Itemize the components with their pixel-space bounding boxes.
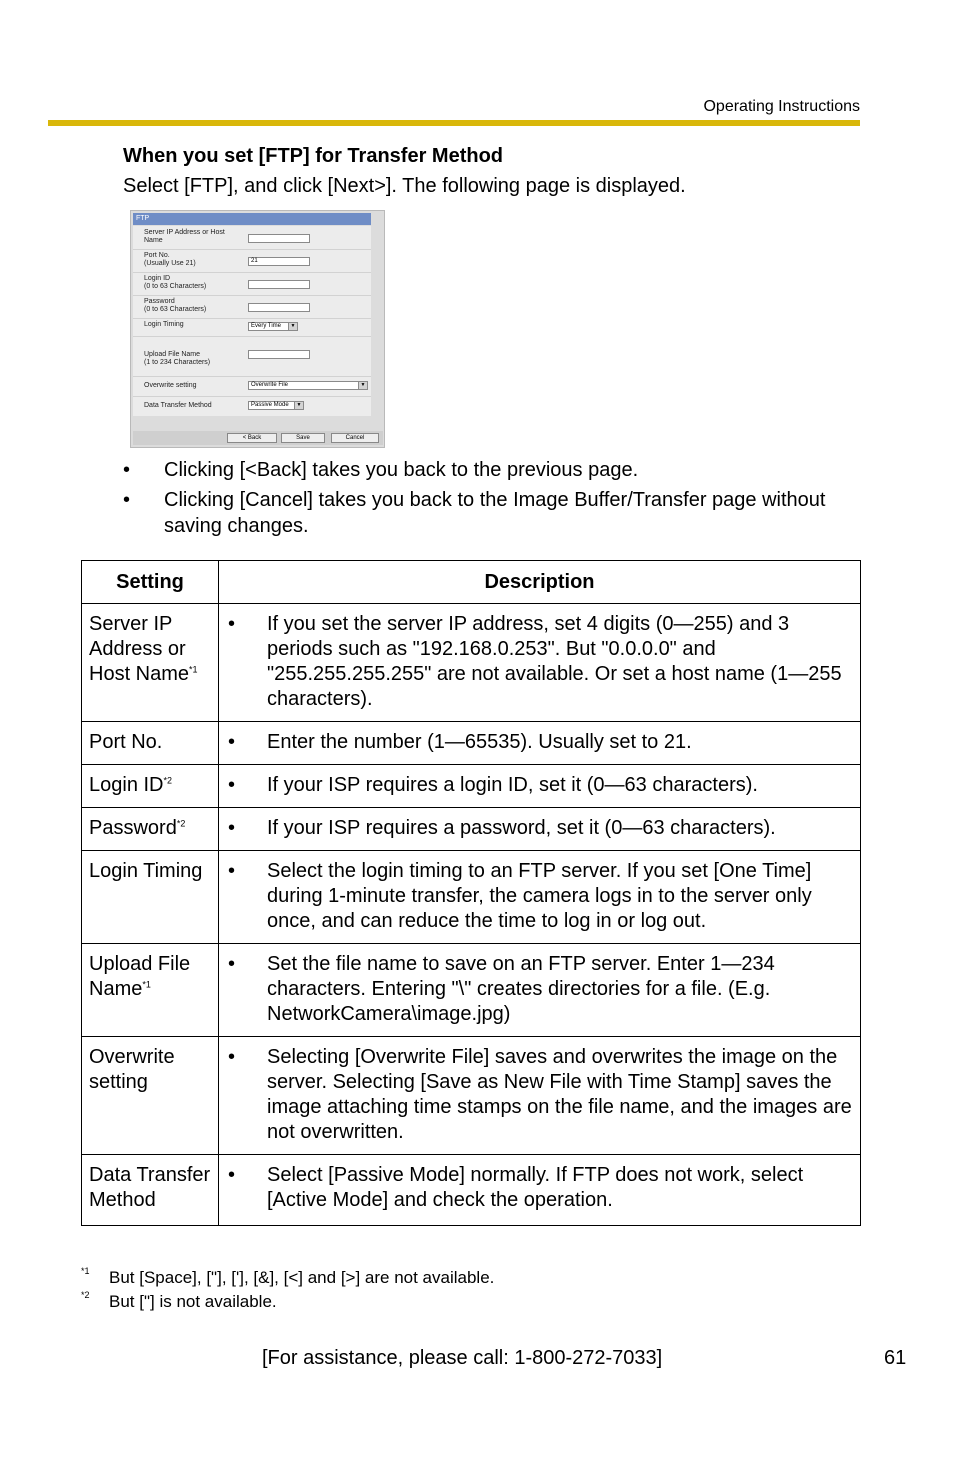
assistance-line: [For assistance, please call: 1-800-272-7033] (262, 1347, 663, 1369)
server-input[interactable] (248, 234, 310, 243)
column-header-setting: Setting (82, 561, 219, 604)
notes-list (123, 457, 863, 543)
ftp-form (133, 226, 371, 416)
ftp-row-login-id (133, 272, 371, 296)
table-row (82, 604, 861, 722)
table-row (82, 944, 861, 1037)
ftp-row-port (133, 249, 371, 273)
ftp-label: Server IP Address or Host Name (144, 229, 225, 244)
table-row (82, 851, 861, 944)
table-row (82, 808, 861, 851)
ftp-row-login-timing (133, 318, 371, 337)
cancel-button[interactable]: Cancel (331, 433, 379, 443)
bullet-icon: • (228, 817, 236, 839)
list-item: • Clicking [Cancel] takes you back to the Image Buffer/Transfer page without saving changes. (123, 489, 826, 537)
bullet-icon: • (228, 774, 236, 796)
description-cell: • Enter the number (1—65535). Usually set to 21. (219, 722, 861, 765)
settings-table (81, 560, 861, 1226)
footnote-ref: *2 (176, 818, 186, 829)
section-title: When you set [FTP] for Transfer Method (123, 145, 504, 167)
bullet-icon: • (228, 953, 236, 975)
ftp-row-password (133, 295, 371, 319)
ftp-row-overwrite (133, 376, 371, 397)
header-rule (48, 120, 860, 126)
bullet-icon: • (228, 1164, 236, 1186)
footnote-ref: *2 (163, 775, 173, 786)
bullet-icon: • (228, 731, 236, 753)
ftp-label: Data Transfer Method (144, 402, 212, 409)
table-row (82, 1037, 861, 1155)
bullet-icon: • (228, 613, 236, 635)
list-item: • Clicking [<Back] takes you back to the previous page. (123, 459, 639, 481)
setting-cell: Overwrite setting (82, 1037, 219, 1155)
password-input[interactable] (248, 303, 310, 312)
back-button[interactable]: < Back (227, 433, 277, 443)
table-row (82, 1155, 861, 1226)
table-row (82, 765, 861, 808)
setting-cell: Login Timing (82, 851, 219, 944)
ftp-row-upload-file (133, 336, 371, 377)
table-row (82, 722, 861, 765)
chevron-down-icon: ▼ (358, 382, 367, 389)
ftp-settings-screenshot (130, 210, 385, 448)
setting-cell: Port No. (82, 722, 219, 765)
setting-cell: Data Transfer Method (82, 1155, 219, 1226)
footnote-ref: *1 (142, 979, 151, 990)
bullet-icon: • (228, 860, 236, 882)
description-cell: • Selecting [Overwrite File] saves and overwrites the image on the server. Selecting [Save as New File with Time Stamp] saves the image attaching time stamps on the file name, and the images are not overwritten. (219, 1037, 861, 1155)
setting-cell: Server IP Address or Host Name$^{*1}$ (82, 604, 219, 722)
bullet-icon: • (228, 1046, 236, 1068)
footnote-mark: *1 (81, 1266, 90, 1276)
save-button[interactable]: Save (281, 433, 325, 443)
upload-file-input[interactable] (248, 350, 310, 359)
setting-cell: Login ID$^{*2}$ (82, 765, 219, 808)
setting-cell: Password$^{*2}$ (82, 808, 219, 851)
port-input[interactable]: 21 (248, 257, 310, 266)
bullet-icon: • (123, 459, 131, 481)
description-cell: • Set the file name to save on an FTP server. Enter 1—234 characters. Entering "\" creates directories for a file. (E.g. NetworkCamera\image.jpg) (219, 944, 861, 1037)
section-intro: Select [FTP], and click [Next>]. The following page is displayed. (123, 175, 686, 197)
footnote-text: But [Space], ["], ['], [&], [<] and [>] are not available. (109, 1268, 495, 1287)
ftp-label: Login Timing (144, 321, 184, 328)
table-header-row (82, 561, 861, 604)
ftp-label: Password (0 to 63 Characters) (144, 298, 207, 313)
bullet-icon: • (123, 489, 131, 511)
ftp-label: Port No. (Usually Use 21) (144, 252, 196, 267)
data-transfer-select[interactable]: Passive Mode ▼ (248, 401, 304, 410)
description-cell: • Select the login timing to an FTP server. If you set [One Time] during 1-minute transfer, the camera logs in to the server only once, and can reduce the time to log in or log out. (219, 851, 861, 944)
description-cell: • If your ISP requires a password, set it (0—63 characters). (219, 808, 861, 851)
ftp-row-data-transfer (133, 396, 371, 416)
login-timing-select[interactable]: Every Time ▼ (248, 322, 298, 331)
ftp-row-server (133, 226, 371, 250)
description-cell: • If your ISP requires a login ID, set it (0—63 characters). (219, 765, 861, 808)
overwrite-select[interactable]: Overwrite File ▼ (248, 381, 368, 390)
description-cell: • Select [Passive Mode] normally. If FTP does not work, select [Active Mode] and check the operation. (219, 1155, 861, 1226)
login-id-input[interactable] (248, 280, 310, 289)
ftp-label: Upload File Name (1 to 234 Characters) (144, 351, 211, 366)
chevron-down-icon: ▼ (294, 402, 303, 409)
page-number: 61 (884, 1347, 907, 1369)
footnote-mark: *2 (81, 1290, 90, 1300)
footnote-text: But ["] is not available. (109, 1292, 277, 1311)
ftp-label: Overwrite setting (144, 382, 197, 389)
description-cell: • If you set the server IP address, set 4 digits (0—255) and 3 periods such as "192.168.0.253". But "0.0.0.0" and "255.255.255.255" are not available. Or set a host name (1—255 characters). (219, 604, 861, 722)
running-header: Operating Instructions (703, 98, 860, 115)
column-header-description: Description (219, 561, 861, 604)
setting-cell: Upload File Name$^{*1}$ (82, 944, 219, 1037)
chevron-down-icon: ▼ (288, 323, 297, 330)
ftp-label: Login ID (0 to 63 Characters) (144, 275, 207, 290)
footnote-ref: *1 (189, 664, 198, 675)
ftp-title-bar: FTP (133, 213, 371, 225)
